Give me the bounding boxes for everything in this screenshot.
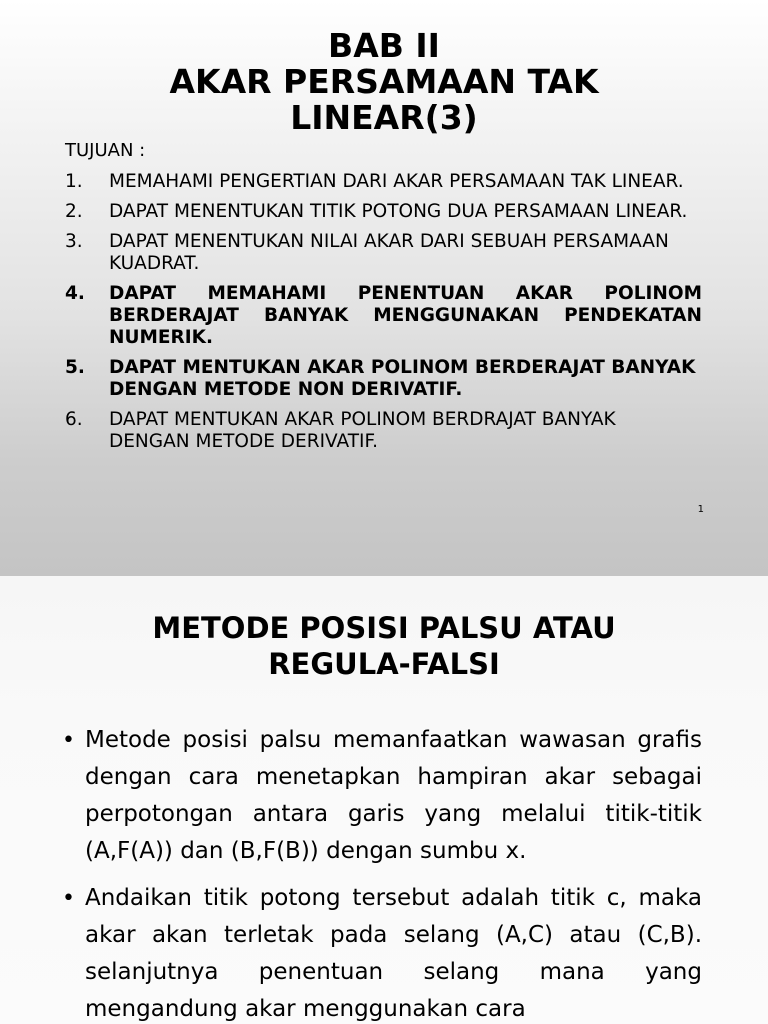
objective-text: DAPAT MENENTUKAN NILAI AKAR DARI SEBUAH PERSAMAAN KUADRAT.	[109, 231, 669, 274]
objective-number: 4.	[65, 283, 85, 304]
slide-1-title	[0, 28, 768, 136]
bullet-item	[62, 880, 702, 1024]
page-number: 1	[697, 504, 704, 515]
title-line: AKAR PERSAMAAN TAK	[169, 62, 599, 101]
objective-item	[65, 283, 702, 349]
bullet-list	[62, 722, 702, 1024]
objective-item	[65, 409, 702, 453]
title-line: LINEAR(3)	[290, 98, 478, 137]
bullet-text: Andaikan titik potong tersebut adalah titik c, maka akar akan terletak pada selang (A,C) atau (C,B). selanjutnya penentuan selang mana yang mengandung akar menggunakan cara	[85, 885, 702, 1022]
bullet-dot-icon: •	[62, 886, 75, 911]
objective-text: DAPAT MENENTUKAN TITIK POTONG DUA PERSAMAAN LINEAR.	[109, 201, 688, 222]
tujuan-label: TUJUAN :	[65, 140, 146, 161]
slide-2-title	[0, 610, 768, 682]
objective-text: DAPAT MENTUKAN AKAR POLINOM BERDRAJAT BANYAK DENGAN METODE DERIVATIF.	[109, 409, 616, 452]
bullet-text: Metode posisi palsu memanfaatkan wawasan grafis dengan cara menetapkan hampiran akar sebagai perpotongan antara garis yang melalui titik-titik (A,F(A)) dan (B,F(B)) dengan sumbu x.	[85, 727, 702, 864]
bullet-item	[62, 722, 702, 870]
bullet-dot-icon: •	[62, 728, 75, 753]
objective-number: 3.	[65, 231, 83, 252]
title-line: METODE POSISI PALSU ATAU	[152, 611, 616, 645]
objective-text: MEMAHAMI PENGERTIAN DARI AKAR PERSAMAAN TAK LINEAR.	[109, 171, 684, 192]
objective-text: DAPAT MEMAHAMI PENENTUAN AKAR POLINOM BERDERAJAT BANYAK MENGGUNAKAN PENDEKATAN NUMERIK.	[109, 283, 702, 348]
objectives-list	[65, 171, 702, 461]
objective-item	[65, 171, 702, 193]
objective-item	[65, 357, 702, 401]
objective-text: DAPAT MENTUKAN AKAR POLINOM BERDERAJAT BANYAK DENGAN METODE NON DERIVATIF.	[109, 357, 696, 400]
objective-item	[65, 201, 702, 223]
objective-item	[65, 231, 702, 275]
objective-number: 6.	[65, 409, 83, 430]
title-line: BAB II	[328, 26, 440, 65]
objective-number: 2.	[65, 201, 83, 222]
slide-2	[0, 576, 768, 1024]
objective-number: 5.	[65, 357, 85, 378]
objective-number: 1.	[65, 171, 83, 192]
title-line: REGULA-FALSI	[268, 647, 500, 681]
